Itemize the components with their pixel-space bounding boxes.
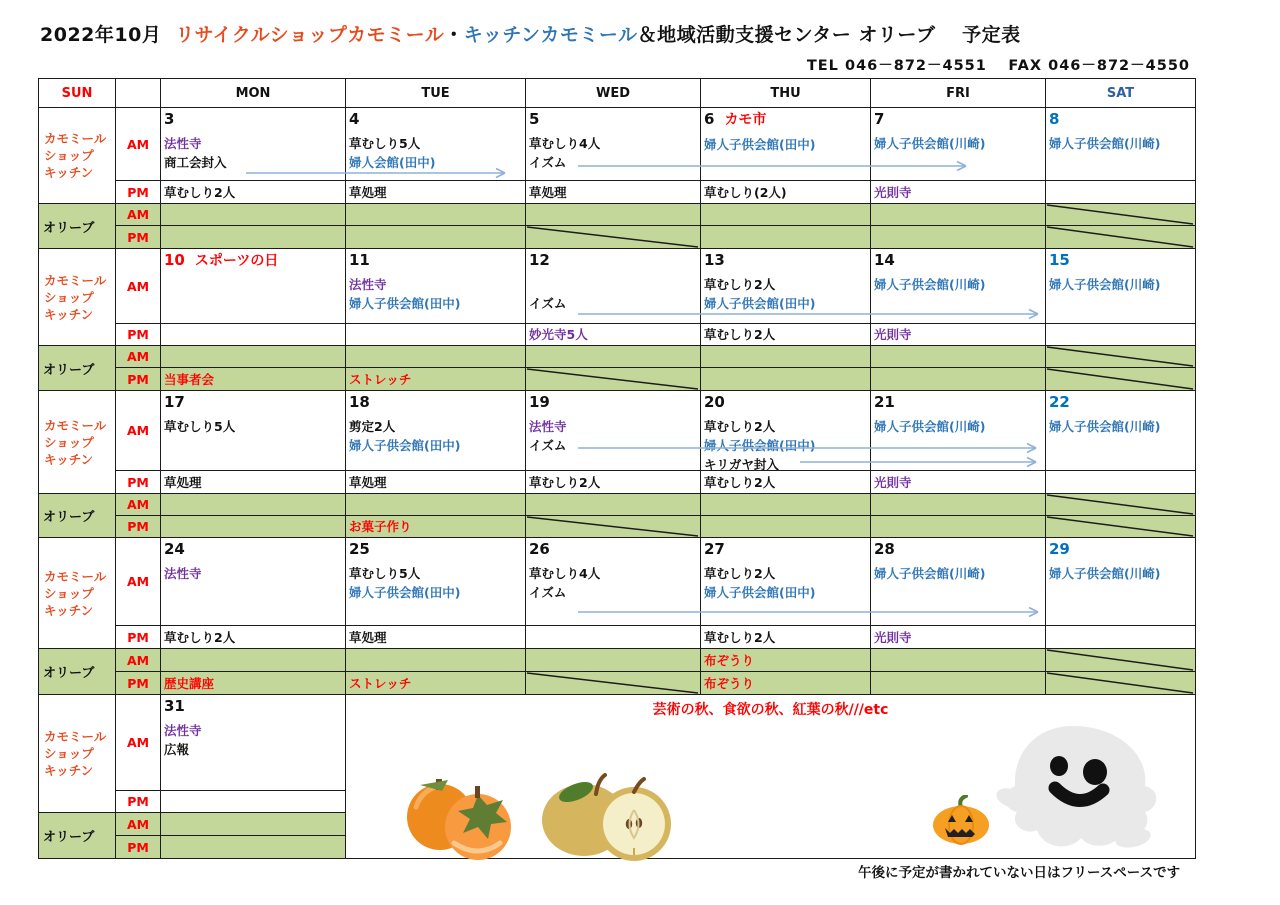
day-11-olive-am-cell xyxy=(345,345,526,368)
kamomile-pm-label: PM xyxy=(115,323,161,346)
footer-note: 午後に予定が書かれていない日はフリースペースです xyxy=(858,865,1181,881)
day-number: 26 xyxy=(529,540,550,558)
day-number: 7 xyxy=(874,110,885,128)
day-12-olive-pm-cell xyxy=(525,367,701,391)
olive-am-label: AM xyxy=(115,203,161,226)
olive-activity: お菓子作り xyxy=(349,519,412,534)
schedule-entry: 婦人会館(田中) xyxy=(349,155,436,170)
schedule-entry: 光則寺 xyxy=(874,474,912,490)
day-22-olive-pm-cell xyxy=(1045,515,1196,538)
day-10-olive-am-cell xyxy=(160,345,346,368)
day-31-am-cell xyxy=(160,694,346,791)
schedule-entry: イズム xyxy=(529,438,567,453)
day-number: 27 xyxy=(704,540,725,558)
day-7-pm-cell xyxy=(870,180,1046,204)
day-14-am-cell xyxy=(870,248,1046,324)
day-27-am-cell xyxy=(700,537,871,626)
kamomile-label-line: ショップ xyxy=(44,746,94,761)
kamomile-pm-label: PM xyxy=(115,180,161,204)
kamomile-label-line: カモミール xyxy=(44,417,107,433)
schedule-entry: 草むしり2人 xyxy=(704,629,776,645)
schedule-entry: 婦人子供会館(川崎) xyxy=(874,419,986,434)
day-29-olive-am-cell xyxy=(1045,648,1196,672)
schedule-entry: 草処理 xyxy=(529,184,567,200)
day-3-pm-cell xyxy=(160,180,346,204)
day-14-olive-am-cell xyxy=(870,345,1046,368)
day-number: 12 xyxy=(529,251,550,269)
kamomile-pm-label: PM xyxy=(115,790,161,813)
olive-am-label: AM xyxy=(115,345,161,368)
day-number: 31 xyxy=(164,697,185,715)
kamomile-am-label: AM xyxy=(115,694,161,791)
day-number-row xyxy=(1049,539,1192,559)
day-number-row xyxy=(704,539,867,559)
day-number: 22 xyxy=(1049,393,1070,411)
day-10-am-cell xyxy=(160,248,346,324)
schedule-entry: 草むしり4人 xyxy=(529,136,601,151)
kamomile-label-line: キッチン xyxy=(44,763,94,778)
day-12-olive-am-cell xyxy=(525,345,701,368)
schedule-entry: イズム xyxy=(529,155,567,170)
olive-activity: 当事者会 xyxy=(164,371,215,387)
day-number-row xyxy=(164,250,342,271)
day-17-pm-cell xyxy=(160,470,346,494)
contact-info: TEL 046－872－4551 FAX 046－872－4550 xyxy=(806,58,1190,74)
schedule-entry: 婦人子供会館(田中) xyxy=(704,137,816,152)
day-number: 29 xyxy=(1049,540,1070,558)
day-17-olive-am-cell xyxy=(160,493,346,516)
day-14-olive-pm-cell xyxy=(870,367,1046,391)
day-17-am-cell xyxy=(160,390,346,471)
day-15-pm-cell xyxy=(1045,323,1196,346)
day-13-pm-cell xyxy=(700,323,871,346)
schedule-entry: 妙光寺5人 xyxy=(529,327,588,342)
kamomile-am-label: AM xyxy=(115,248,161,324)
weekday-header-WED: WED xyxy=(525,78,701,108)
kamomile-pm-label: PM xyxy=(115,470,161,494)
day-31-olive-am-cell xyxy=(160,812,346,836)
day-21-olive-am-cell xyxy=(870,493,1046,516)
schedule-entry: 草処理 xyxy=(349,184,387,200)
kamomile-label-line: ショップ xyxy=(44,289,94,305)
schedule-entry: 草むしり2人 xyxy=(704,327,776,342)
schedule-entry: 光則寺 xyxy=(874,184,912,200)
day-8-am-cell xyxy=(1045,107,1196,181)
day-number: 8 xyxy=(1049,110,1060,128)
olive-am-label: AM xyxy=(115,493,161,516)
day-badge: スポーツの日 xyxy=(194,253,279,269)
day-22-olive-am-cell xyxy=(1045,493,1196,516)
day-8-pm-cell xyxy=(1045,180,1196,204)
persimmon-illustration xyxy=(402,771,524,861)
day-26-pm-cell xyxy=(525,625,701,649)
schedule-entry: 広報 xyxy=(164,742,190,757)
day-13-olive-pm-cell xyxy=(700,367,871,391)
day-badge: カモ市 xyxy=(724,112,767,128)
day-7-olive-pm-cell xyxy=(870,225,1046,249)
kamomile-label-line: ショップ xyxy=(44,585,94,601)
day-number-row xyxy=(164,696,342,716)
day-number-row xyxy=(164,109,342,129)
day-number: 14 xyxy=(874,251,895,269)
day-8-olive-am-cell xyxy=(1045,203,1196,226)
title-kitchen-name: キッチンカモミール xyxy=(463,24,638,46)
day-number: 17 xyxy=(164,393,185,411)
day-number: 4 xyxy=(349,110,360,128)
day-11-am-cell xyxy=(345,248,526,324)
kamomile-label-line: キッチン xyxy=(44,451,94,467)
schedule-entry: 草むしり5人 xyxy=(349,566,421,581)
schedule-entry: 婦人子供会館(田中) xyxy=(704,438,816,453)
day-6-pm-cell xyxy=(700,180,871,204)
schedule-entry: 草むしり4人 xyxy=(529,566,601,581)
day-19-am-cell xyxy=(525,390,701,471)
day-number-row xyxy=(529,250,697,270)
day-number-row xyxy=(349,539,522,559)
day-number-row xyxy=(874,539,1042,559)
kamomile-am-label: AM xyxy=(115,107,161,181)
day-12-am-cell xyxy=(525,248,701,324)
day-18-olive-pm-cell xyxy=(345,515,526,538)
day-13-olive-am-cell xyxy=(700,345,871,368)
day-number-row xyxy=(529,392,697,412)
schedule-entry: 法性寺 xyxy=(164,723,202,738)
schedule-entry: 草むしり2人 xyxy=(529,474,601,490)
day-28-am-cell xyxy=(870,537,1046,626)
day-29-olive-pm-cell xyxy=(1045,671,1196,695)
kamomile-row-label xyxy=(38,107,116,204)
pear-illustration xyxy=(540,770,678,862)
day-number: 20 xyxy=(704,393,725,411)
schedule-entry: 草むしり5人 xyxy=(349,136,421,151)
day-number: 3 xyxy=(164,110,175,128)
day-number: 18 xyxy=(349,393,370,411)
day-25-olive-am-cell xyxy=(345,648,526,672)
day-27-olive-pm-cell xyxy=(700,671,871,695)
weekday-header-MON: MON xyxy=(160,78,346,108)
olive-activity: 布ぞうり xyxy=(704,652,755,668)
day-number: 15 xyxy=(1049,251,1070,269)
schedule-entry: 婦人子供会館(川崎) xyxy=(874,566,986,581)
schedule-entry: 婦人子供会館(川崎) xyxy=(874,277,986,292)
schedule-entry: 法性寺 xyxy=(164,136,202,151)
olive-activity: ストレッチ xyxy=(349,675,412,691)
schedule-entry: 法性寺 xyxy=(529,419,567,434)
kamomile-label-line: キッチン xyxy=(44,602,94,618)
day-18-olive-am-cell xyxy=(345,493,526,516)
kamomile-pm-label: PM xyxy=(115,625,161,649)
weekday-header-SUN: SUN xyxy=(38,78,116,108)
day-number-row xyxy=(704,392,867,412)
day-11-pm-cell xyxy=(345,323,526,346)
day-number-row xyxy=(874,250,1042,270)
olive-row-label: オリーブ xyxy=(38,203,116,249)
day-19-olive-am-cell xyxy=(525,493,701,516)
day-number: 5 xyxy=(529,110,540,128)
day-number-row xyxy=(874,109,1042,129)
day-number-row xyxy=(1049,250,1192,270)
day-18-am-cell xyxy=(345,390,526,471)
day-5-olive-am-cell xyxy=(525,203,701,226)
weekday-header-blank xyxy=(115,78,161,108)
schedule-entry: 光則寺 xyxy=(874,629,912,645)
day-25-am-cell xyxy=(345,537,526,626)
day-number-row xyxy=(349,392,522,412)
day-29-am-cell xyxy=(1045,537,1196,626)
kamomile-label-line: キッチン xyxy=(44,165,94,180)
olive-pm-label: PM xyxy=(115,835,161,859)
day-number: 11 xyxy=(349,251,370,269)
day-13-am-cell xyxy=(700,248,871,324)
day-4-pm-cell xyxy=(345,180,526,204)
schedule-entry: 草むしり2人 xyxy=(704,419,776,434)
day-number: 10 xyxy=(164,251,185,269)
olive-activity: 布ぞうり xyxy=(704,675,755,691)
day-21-pm-cell xyxy=(870,470,1046,494)
day-6-olive-am-cell xyxy=(700,203,871,226)
day-21-olive-pm-cell xyxy=(870,515,1046,538)
day-24-pm-cell xyxy=(160,625,346,649)
day-25-olive-pm-cell xyxy=(345,671,526,695)
kamomile-label-line: カモミール xyxy=(44,729,107,744)
schedule-entry: 草むしり2人 xyxy=(164,184,236,200)
title-separator: ・ xyxy=(444,24,464,46)
day-number: 6 xyxy=(704,110,715,128)
day-number-row xyxy=(349,250,522,270)
schedule-entry: 婦人子供会館(田中) xyxy=(349,296,461,311)
day-28-pm-cell xyxy=(870,625,1046,649)
day-7-olive-am-cell xyxy=(870,203,1046,226)
day-26-olive-pm-cell xyxy=(525,671,701,695)
day-6-am-cell xyxy=(700,107,871,181)
weekday-header-FRI: FRI xyxy=(870,78,1046,108)
weekday-header-THU: THU xyxy=(700,78,871,108)
day-21-am-cell xyxy=(870,390,1046,471)
day-number-row xyxy=(529,539,697,559)
day-19-pm-cell xyxy=(525,470,701,494)
day-number-row xyxy=(164,392,342,412)
kamomile-row-label xyxy=(38,248,116,346)
day-20-pm-cell xyxy=(700,470,871,494)
kamomile-row-label xyxy=(38,694,116,813)
olive-activity: ストレッチ xyxy=(349,371,412,387)
schedule-entry: 草むしり2人 xyxy=(704,277,776,292)
schedule-entry: 婦人子供会館(川崎) xyxy=(1049,566,1161,581)
schedule-entry: 草処理 xyxy=(349,629,387,645)
kamomile-am-label: AM xyxy=(115,537,161,626)
day-20-olive-am-cell xyxy=(700,493,871,516)
schedule-entry: 婦人子供会館(川崎) xyxy=(1049,277,1161,292)
schedule-entry: 草処理 xyxy=(164,474,202,490)
title-shop-name: リサイクルショップカモミール xyxy=(175,24,445,46)
day-19-olive-pm-cell xyxy=(525,515,701,538)
day-15-am-cell xyxy=(1045,248,1196,324)
day-11-olive-pm-cell xyxy=(345,367,526,391)
kamomile-label-line: カモミール xyxy=(44,131,107,146)
title-rest: ＆地域活動支援センター オリーブ 予定表 xyxy=(637,24,1021,46)
day-20-am-cell xyxy=(700,390,871,471)
olive-row-label: オリーブ xyxy=(38,345,116,391)
day-number-row xyxy=(529,109,697,129)
day-26-olive-am-cell xyxy=(525,648,701,672)
day-number: 21 xyxy=(874,393,895,411)
day-24-olive-am-cell xyxy=(160,648,346,672)
olive-activity: 歴史講座 xyxy=(164,675,215,691)
day-22-am-cell xyxy=(1045,390,1196,471)
day-25-pm-cell xyxy=(345,625,526,649)
schedule-entry: 剪定2人 xyxy=(349,419,396,434)
schedule-entry: 婦人子供会館(川崎) xyxy=(874,136,986,151)
kamomile-label-line: ショップ xyxy=(44,434,94,450)
day-number: 24 xyxy=(164,540,185,558)
olive-pm-label: PM xyxy=(115,671,161,695)
olive-row-label: オリーブ xyxy=(38,812,116,859)
schedule-entry: 草むしり2人 xyxy=(164,629,236,645)
day-5-pm-cell xyxy=(525,180,701,204)
schedule-entry: 草むしり(2人) xyxy=(704,184,787,200)
schedule-entry: 草むしり2人 xyxy=(704,474,776,490)
schedule-entry: イズム xyxy=(529,296,567,311)
day-5-olive-pm-cell xyxy=(525,225,701,249)
day-number: 13 xyxy=(704,251,725,269)
kamomile-am-label: AM xyxy=(115,390,161,471)
day-17-olive-pm-cell xyxy=(160,515,346,538)
schedule-entry: 婦人子供会館(田中) xyxy=(349,438,461,453)
kamomile-label-line: ショップ xyxy=(44,148,94,163)
schedule-entry: 草むしり2人 xyxy=(704,566,776,581)
kamomile-label-line: カモミール xyxy=(44,272,107,288)
day-28-olive-pm-cell xyxy=(870,671,1046,695)
day-number-row xyxy=(349,109,522,129)
schedule-entry: 婦人子供会館(田中) xyxy=(704,585,816,600)
day-number-row xyxy=(164,539,342,559)
day-number-row xyxy=(1049,109,1192,129)
schedule-entry: 婦人子供会館(川崎) xyxy=(1049,136,1161,151)
schedule-entry: 草処理 xyxy=(349,474,387,490)
day-27-pm-cell xyxy=(700,625,871,649)
day-26-am-cell xyxy=(525,537,701,626)
day-27-olive-am-cell xyxy=(700,648,871,672)
schedule-entry: キリガヤ封入 xyxy=(704,457,779,471)
day-4-olive-am-cell xyxy=(345,203,526,226)
day-28-olive-am-cell xyxy=(870,648,1046,672)
weekday-header-TUE: TUE xyxy=(345,78,526,108)
schedule-entry: 婦人子供会館(田中) xyxy=(704,296,816,311)
day-4-am-cell xyxy=(345,107,526,181)
day-31-olive-pm-cell xyxy=(160,835,346,859)
weekday-header-SAT: SAT xyxy=(1045,78,1196,108)
day-24-am-cell xyxy=(160,537,346,626)
kamomile-label-line: カモミール xyxy=(44,568,107,584)
day-6-olive-pm-cell xyxy=(700,225,871,249)
day-31-pm-cell xyxy=(160,790,346,813)
schedule-entry: 商工会封入 xyxy=(164,155,227,170)
schedule-entry: 法性寺 xyxy=(349,277,387,292)
day-number: 28 xyxy=(874,540,895,558)
schedule-entry xyxy=(529,275,697,294)
day-15-olive-am-cell xyxy=(1045,345,1196,368)
kamomile-row-label xyxy=(38,390,116,494)
day-3-am-cell xyxy=(160,107,346,181)
day-4-olive-pm-cell xyxy=(345,225,526,249)
day-number-row xyxy=(1049,392,1192,412)
olive-pm-label: PM xyxy=(115,367,161,391)
olive-pm-label: PM xyxy=(115,225,161,249)
olive-am-label: AM xyxy=(115,812,161,836)
day-number-row xyxy=(704,109,867,130)
schedule-entry: 草むしり5人 xyxy=(164,419,236,434)
olive-row-label: オリーブ xyxy=(38,648,116,695)
day-7-am-cell xyxy=(870,107,1046,181)
page-title xyxy=(40,20,1021,47)
day-5-am-cell xyxy=(525,107,701,181)
day-29-pm-cell xyxy=(1045,625,1196,649)
day-18-pm-cell xyxy=(345,470,526,494)
kamomile-row-label xyxy=(38,537,116,649)
day-24-olive-pm-cell xyxy=(160,671,346,695)
olive-am-label: AM xyxy=(115,648,161,672)
schedule-entry: 婦人子供会館(田中) xyxy=(349,585,461,600)
ghost-illustration xyxy=(983,720,1161,862)
day-20-olive-pm-cell xyxy=(700,515,871,538)
schedule-entry: 光則寺 xyxy=(874,327,912,342)
schedule-entry: 婦人子供会館(川崎) xyxy=(1049,419,1161,434)
schedule-entry: 法性寺 xyxy=(164,566,202,581)
day-8-olive-pm-cell xyxy=(1045,225,1196,249)
day-3-olive-pm-cell xyxy=(160,225,346,249)
title-month: 2022年10月 xyxy=(40,24,162,46)
day-10-pm-cell xyxy=(160,323,346,346)
day-3-olive-am-cell xyxy=(160,203,346,226)
kamomile-label-line: キッチン xyxy=(44,306,94,322)
olive-pm-label: PM xyxy=(115,515,161,538)
day-12-pm-cell xyxy=(525,323,701,346)
day-10-olive-pm-cell xyxy=(160,367,346,391)
day-22-pm-cell xyxy=(1045,470,1196,494)
day-15-olive-pm-cell xyxy=(1045,367,1196,391)
day-number-row xyxy=(874,392,1042,412)
day-number-row xyxy=(704,250,867,270)
day-number: 25 xyxy=(349,540,370,558)
day-14-pm-cell xyxy=(870,323,1046,346)
day-number: 19 xyxy=(529,393,550,411)
autumn-note: 芸術の秋、食欲の秋、紅葉の秋///etc xyxy=(652,702,889,718)
olive-row-label: オリーブ xyxy=(38,493,116,538)
schedule-entry: イズム xyxy=(529,585,567,600)
